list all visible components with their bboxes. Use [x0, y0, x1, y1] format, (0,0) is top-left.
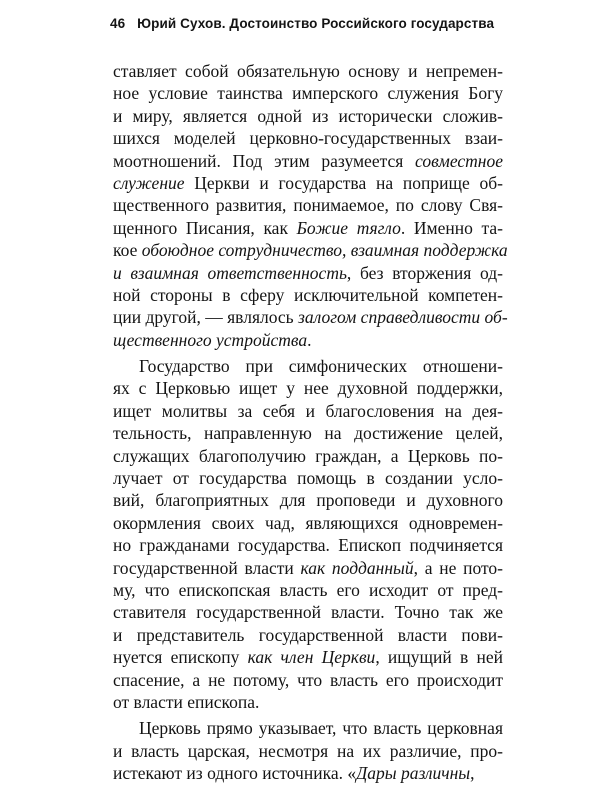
text-line	[113, 82, 503, 104]
text-span: вий, благоприятных для проповеди и духовного	[113, 490, 503, 511]
italic-span: как подданный	[300, 557, 414, 578]
text-line	[113, 262, 503, 284]
text-line	[113, 762, 503, 784]
text-line	[113, 489, 503, 511]
italic-span: и взаимная ответственность	[113, 262, 347, 283]
text-line	[113, 172, 503, 194]
text-line	[113, 624, 503, 646]
text-span: нуется епископу	[113, 647, 248, 668]
text-line	[113, 646, 503, 668]
text-span: му, что епископская власть его исходит от пред-	[113, 579, 503, 600]
text-span: щенного Писания, как	[113, 217, 297, 238]
text-line	[113, 422, 503, 444]
text-line	[113, 740, 503, 762]
text-span: но гражданами государства. Епископ подчиняется	[113, 535, 503, 556]
text-span: от власти епископа.	[113, 691, 260, 712]
text-span: , а не пото-	[413, 557, 503, 578]
text-line	[113, 194, 503, 216]
text-span: ное условие таинства имперского служения Богу	[113, 83, 503, 104]
text-span: щественного развития, понимаемое, по слову Свя-	[113, 195, 503, 216]
text-span: окормления своих чад, являющихся одновремен-	[113, 512, 503, 533]
text-span: ной стороны в сферу исключительной компетен-	[113, 284, 503, 305]
text-line	[113, 284, 503, 306]
text-span: . Именно та-	[400, 217, 503, 238]
text-span: лучает от государства помощь в создании усло-	[113, 468, 503, 489]
text-span: государственной власти	[113, 557, 301, 578]
text-line	[113, 329, 503, 351]
text-span: и власть царская, несмотря на их различие, про-	[113, 740, 503, 761]
italic-span: как член Церкви	[247, 647, 376, 668]
text-span: ции другой, — являлось	[113, 307, 299, 328]
text-span: моотношений. Под этим разумеется	[113, 150, 415, 171]
text-span: Церкви и государства на поприще об-	[184, 172, 503, 193]
text-span: Государство при симфонических отношени-	[139, 356, 503, 377]
text-span: ,	[470, 763, 475, 784]
text-line	[113, 467, 503, 489]
text-line	[113, 377, 503, 399]
text-span: шихся моделей церковно-государственных взаи-	[113, 128, 503, 149]
text-line	[113, 557, 503, 579]
italic-span: служение	[113, 172, 185, 193]
text-span: , ищущий в ней	[375, 647, 503, 668]
text-line	[113, 579, 503, 601]
text-span: ях с Церковью ищет у нее духовной поддержки,	[113, 378, 503, 399]
page-number: 46	[110, 16, 126, 31]
italic-span: щественного устройства	[113, 329, 308, 350]
text-span: кое	[113, 240, 142, 261]
body-text	[113, 60, 508, 785]
text-line	[113, 105, 503, 127]
running-title: Юрий Сухов. Достоинство Российского государства	[137, 16, 495, 31]
italic-span: Божие тягло	[296, 217, 401, 238]
text-line	[113, 239, 508, 261]
text-line	[113, 512, 503, 534]
text-line	[113, 400, 503, 422]
text-line	[113, 217, 503, 239]
text-span: ищет молитвы за себя и благословения на дея-	[113, 400, 503, 421]
text-line	[113, 127, 503, 149]
text-line	[113, 601, 503, 623]
text-line	[113, 534, 503, 556]
text-line	[113, 717, 503, 739]
italic-span: залогом справедливости об-	[298, 307, 508, 328]
text-line	[113, 60, 503, 82]
text-span: тельность, направленную на достижение целей,	[113, 423, 503, 444]
text-span: ставителя государственной власти. Точно так же	[113, 602, 503, 623]
text-span: служащих благополучию граждан, а Церковь по-	[113, 445, 503, 466]
text-line	[113, 691, 503, 713]
italic-span: Дары различны	[356, 763, 471, 784]
text-line	[113, 669, 503, 691]
running-header	[110, 16, 494, 31]
text-span: , без вторжения од-	[346, 262, 503, 283]
italic-span: обоюдное сотрудничество, взаимная поддержка	[141, 240, 508, 261]
text-span: истекают из одного источника. «	[113, 763, 357, 784]
text-span: Церковь прямо указывает, что власть церковная	[139, 718, 503, 739]
text-span: спасение, а не потому, что власть его происходит	[113, 669, 503, 690]
italic-span: совместное	[415, 150, 503, 171]
text-span: и миру, является одной из исторически сложив-	[113, 105, 503, 126]
text-line	[113, 306, 508, 328]
text-span: .	[307, 329, 312, 350]
text-span: ставляет собой обязательную основу и непремен-	[113, 61, 503, 81]
text-line	[113, 355, 503, 377]
text-line	[113, 445, 503, 467]
text-line	[113, 150, 503, 172]
text-span: и представитель государственной власти пови-	[113, 624, 503, 645]
